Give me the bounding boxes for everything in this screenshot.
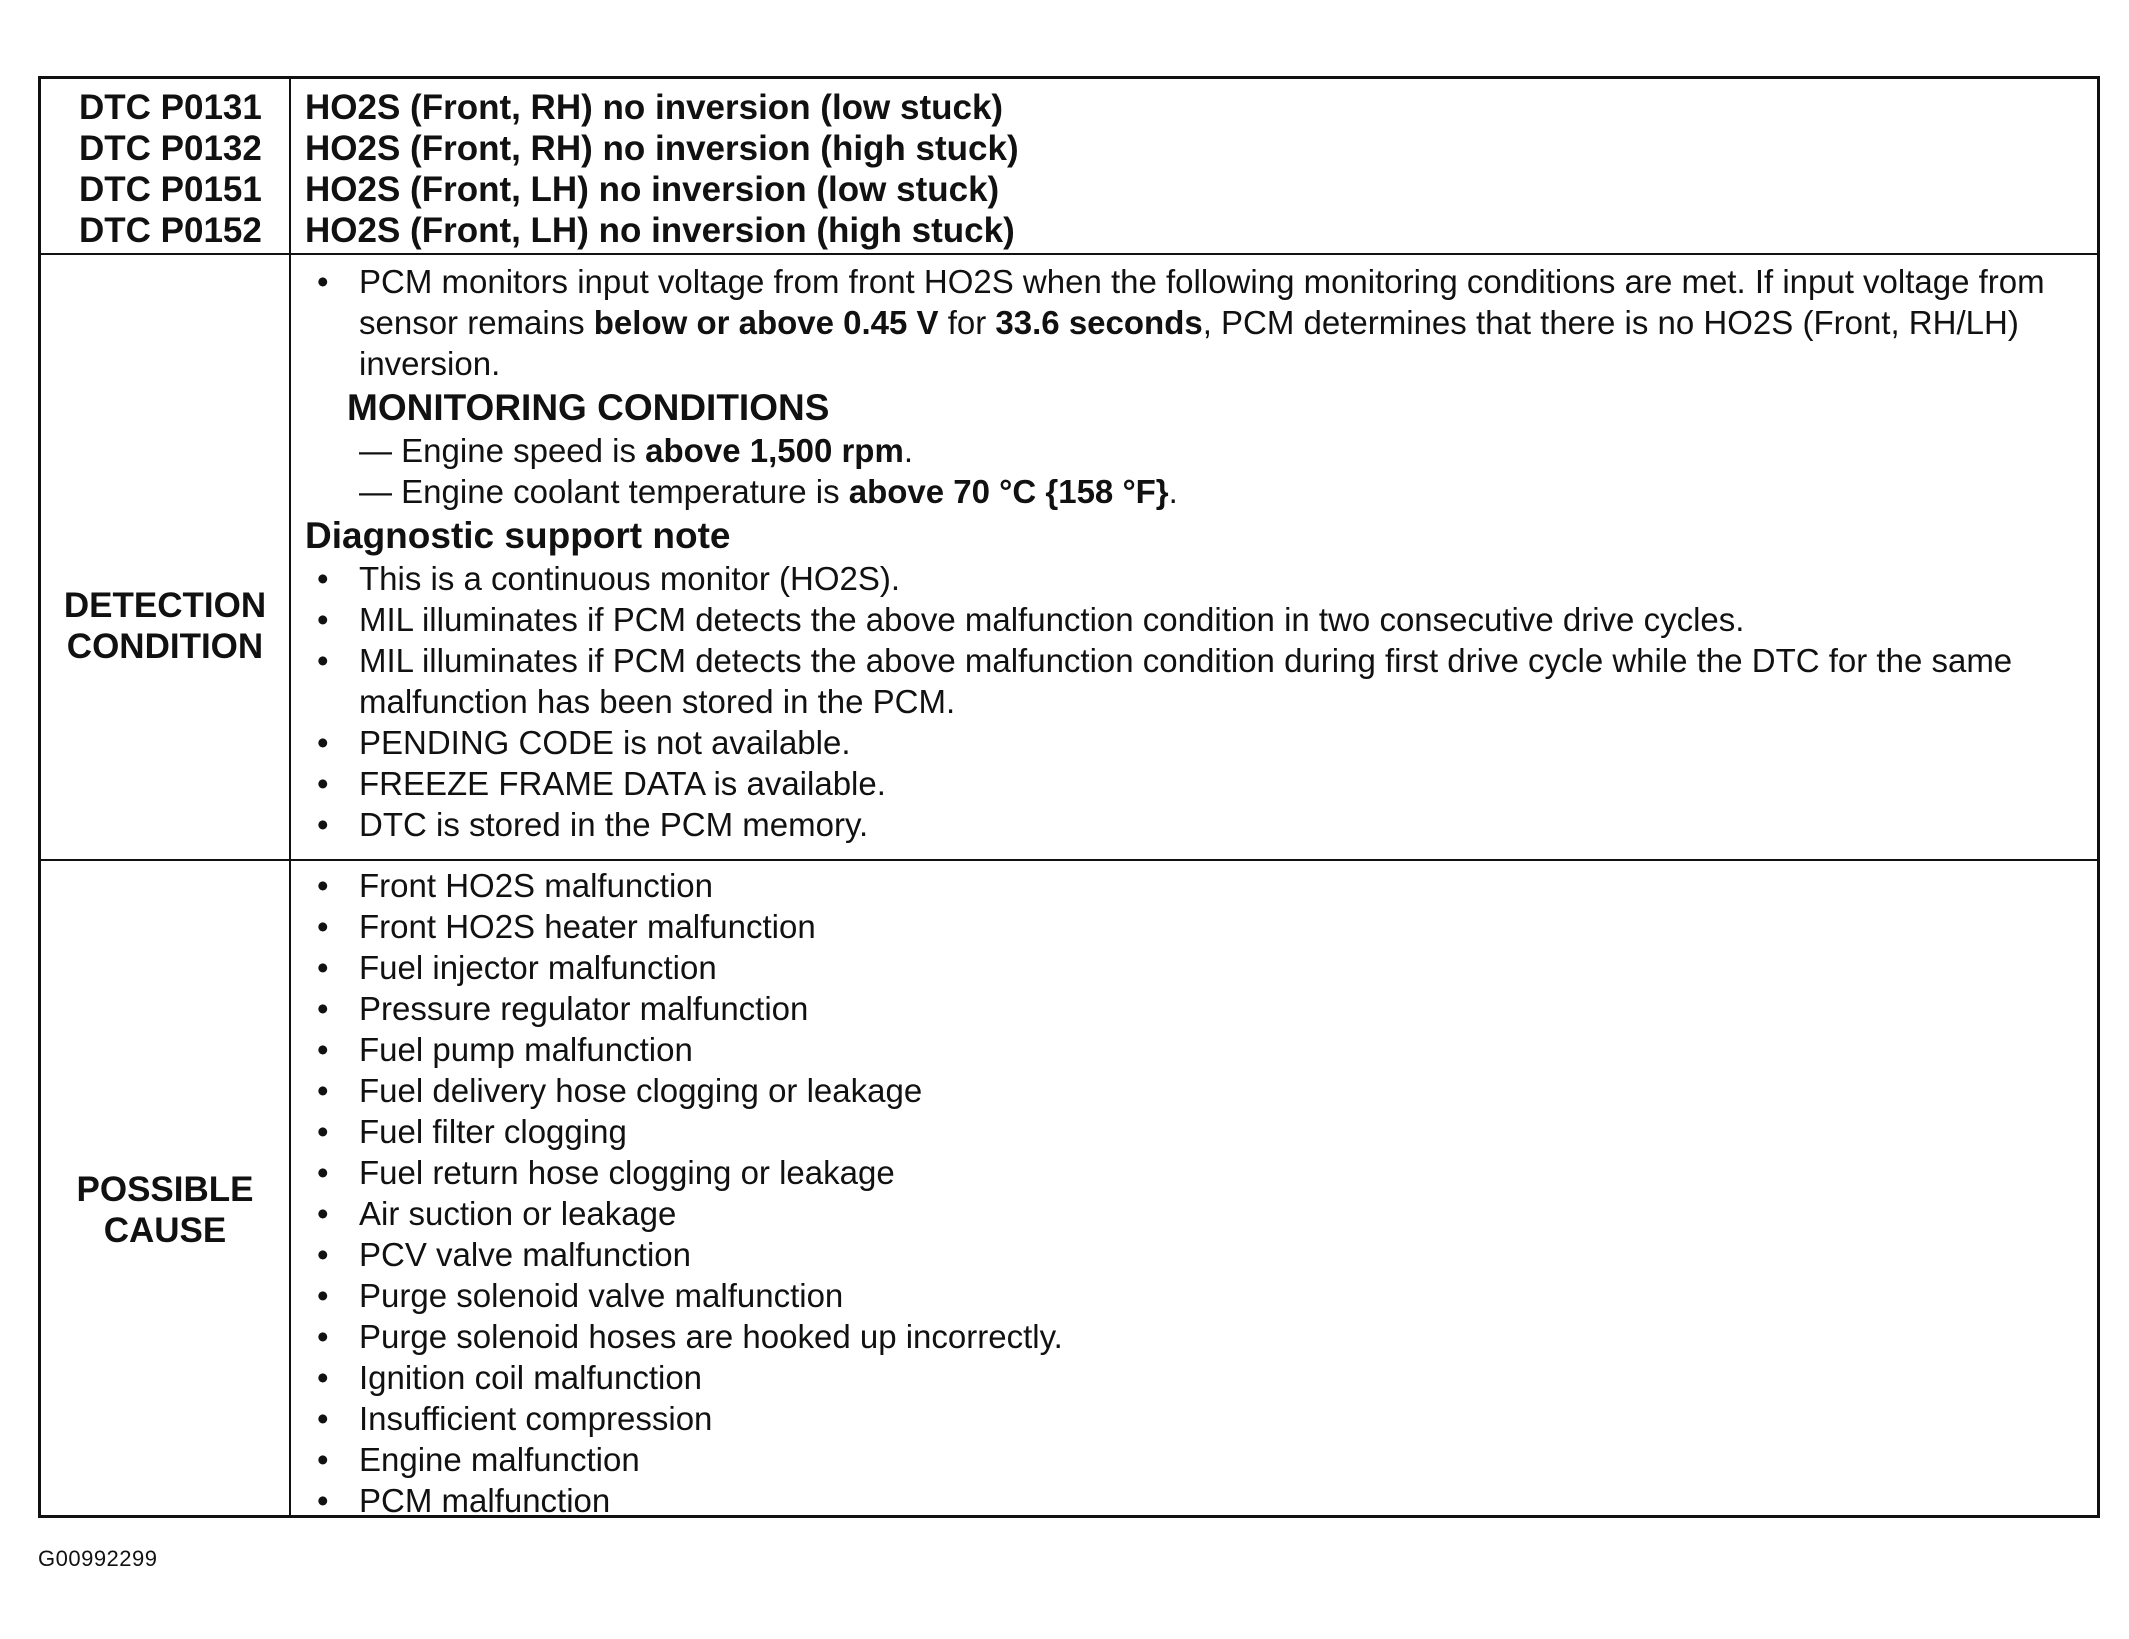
monitoring-conditions-heading: MONITORING CONDITIONS xyxy=(347,387,830,428)
support-note-item: • MIL illuminates if PCM detects the above malfunction condition during first drive cycle while the DTC for the same malfunction has been stored in the PCM. xyxy=(305,640,2081,722)
dtc-descriptions-list xyxy=(305,87,1019,251)
dtc-row xyxy=(41,79,2097,255)
dtc-description: HO2S (Front, LH) no inversion (low stuck) xyxy=(305,170,1000,209)
possible-cause-list xyxy=(305,865,2081,1521)
possible-cause-row xyxy=(41,861,2097,1519)
support-note-item: • This is a continuous monitor (HO2S). xyxy=(305,558,2081,599)
dtc-table xyxy=(38,76,2100,1518)
support-note-item: • PENDING CODE is not available. xyxy=(305,722,2081,763)
dtc-codes-list xyxy=(79,87,262,251)
cause-item: • Engine malfunction xyxy=(305,1439,2081,1480)
label-line: POSSIBLE xyxy=(76,1170,254,1209)
dtc-descriptions-cell xyxy=(291,79,2097,253)
detection-content-cell xyxy=(291,255,2097,859)
support-note-item: • FREEZE FRAME DATA is available. xyxy=(305,763,2081,804)
cause-item: • Front HO2S heater malfunction xyxy=(305,906,2081,947)
possible-cause-label xyxy=(41,1169,289,1251)
cause-item: • Front HO2S malfunction xyxy=(305,865,2081,906)
cause-item: • PCV valve malfunction xyxy=(305,1234,2081,1275)
diagnostic-support-note-heading: Diagnostic support note xyxy=(305,515,731,556)
cause-item: • Insufficient compression xyxy=(305,1398,2081,1439)
cause-item: • Fuel filter clogging xyxy=(305,1111,2081,1152)
cause-item: • Fuel pump malfunction xyxy=(305,1029,2081,1070)
detection-intro: • PCM monitors input voltage from front HO2S when the following monitoring conditions are met. If input voltage from sensor remains below or above 0.45 V for 33.6 seconds, PCM determines that there is no HO2S (Front, RH/LH) inversion. xyxy=(305,261,2081,384)
dtc-code: DTC P0151 xyxy=(79,170,262,209)
cause-item: • Ignition coil malfunction xyxy=(305,1357,2081,1398)
cause-item: • Fuel return hose clogging or leakage xyxy=(305,1152,2081,1193)
cause-item: • Purge solenoid valve malfunction xyxy=(305,1275,2081,1316)
detection-condition-row xyxy=(41,255,2097,861)
cause-item: • Purge solenoid hoses are hooked up incorrectly. xyxy=(305,1316,2081,1357)
cause-item: • PCM malfunction xyxy=(305,1480,2081,1521)
dtc-description: HO2S (Front, RH) no inversion (low stuck) xyxy=(305,88,1004,127)
dtc-description: HO2S (Front, RH) no inversion (high stuck) xyxy=(305,129,1019,168)
cause-item: • Pressure regulator malfunction xyxy=(305,988,2081,1029)
cause-item: • Air suction or leakage xyxy=(305,1193,2081,1234)
label-line: CAUSE xyxy=(103,1211,227,1250)
cause-item: • Fuel delivery hose clogging or leakage xyxy=(305,1070,2081,1111)
label-line: CONDITION xyxy=(66,627,264,666)
detection-content xyxy=(305,261,2081,845)
dtc-code: DTC P0152 xyxy=(79,211,262,250)
monitoring-condition-coolant-temp: — Engine coolant temperature is above 70 °C {158 °F}. xyxy=(359,473,1178,510)
cause-item: • Fuel injector malfunction xyxy=(305,947,2081,988)
monitoring-condition-engine-speed: — Engine speed is above 1,500 rpm. xyxy=(359,432,913,469)
support-note-item: • DTC is stored in the PCM memory. xyxy=(305,804,2081,845)
support-note-item: • MIL illuminates if PCM detects the above malfunction condition in two consecutive drive cycles. xyxy=(305,599,2081,640)
detection-label-cell xyxy=(41,255,291,859)
dtc-description: HO2S (Front, LH) no inversion (high stuck) xyxy=(305,211,1015,250)
figure-id: G00992299 xyxy=(38,1546,158,1571)
dtc-code: DTC P0132 xyxy=(79,129,262,168)
detection-condition-label xyxy=(41,585,289,667)
label-line: DETECTION xyxy=(63,586,267,625)
cause-content-cell xyxy=(291,861,2097,1519)
dtc-codes-cell xyxy=(41,79,291,253)
cause-label-cell xyxy=(41,861,291,1515)
dtc-code: DTC P0131 xyxy=(79,88,262,127)
